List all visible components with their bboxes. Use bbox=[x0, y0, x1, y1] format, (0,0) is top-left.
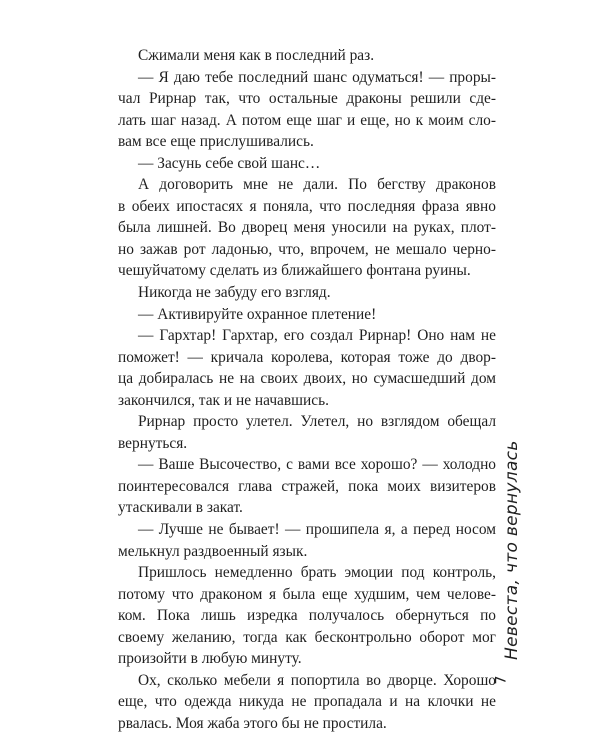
text-line: Ох, сколько мебели я попортила во дворце. Хорошо bbox=[138, 671, 496, 689]
text-line: своему желанию, тогда как бесконтрольно оборот мог bbox=[118, 628, 496, 646]
text-line: — Засунь себе свой шанс… bbox=[138, 154, 321, 172]
text-line: — Лучше не бывает! — прошипела я, а перед носом bbox=[138, 521, 496, 539]
text-line: Никогда не забуду его взгляд. bbox=[138, 284, 331, 302]
text-line: еще, что одежда никуда не пропадала и на клочки не bbox=[118, 693, 496, 711]
text-line: закончился, так и не начавшись. bbox=[118, 391, 329, 409]
text-line: чал Рирнар так, что остальные драконы решили сде- bbox=[118, 90, 496, 108]
text-line: произойти в любую минуту. bbox=[118, 650, 302, 668]
text-line: вам все еще прислушивались. bbox=[118, 133, 314, 151]
text-line: ком. Пока лишь изредка получалось обернуться по bbox=[118, 607, 496, 625]
text-line: — Активируйте охранное плетение! bbox=[138, 305, 377, 323]
text-line: — Я даю тебе последний шанс одуматься! — проры- bbox=[138, 68, 496, 86]
text-line: ца добиралась не на своих двоих, но сумасшедший дом bbox=[118, 370, 496, 388]
text-line: Сжимали меня как в последний раз. bbox=[138, 47, 375, 64]
text-line: — Ваше Высочество, с вами все хорошо? — холодно bbox=[138, 456, 496, 474]
text-line: рвалась. Моя жаба этого бы не простила. bbox=[118, 714, 387, 732]
text-line: вернуться. bbox=[118, 434, 188, 452]
text-line: Рирнар просто улетел. Улетел, но взглядом обещал bbox=[138, 413, 496, 431]
body-text bbox=[118, 45, 496, 735]
page-number: 7 bbox=[493, 675, 510, 685]
text-line: поинтересовался глава стражей, пока моих визитеров bbox=[118, 477, 496, 495]
text-line: потому что драконом я была еще худшим, чем челове- bbox=[118, 585, 496, 603]
text-line: А договорить мне не дали. По бегству драконов bbox=[138, 176, 496, 194]
text-line: была лишней. Во дворец меня уносили на руках, плот- bbox=[118, 219, 496, 237]
text-line: лать шаг назад. А потом еще шаг и еще, но к моим сло- bbox=[118, 111, 496, 129]
running-title-text: Невеста, что вернулась bbox=[502, 440, 522, 660]
text-line: утаскивали в закат. bbox=[118, 499, 243, 517]
text-line: мелькнул раздвоенный язык. bbox=[118, 542, 308, 560]
text-line: но зажав рот ладонью, что, впрочем, не мешало черно- bbox=[118, 240, 496, 258]
text-line: Пришлось немедленно брать эмоции под контроль, bbox=[138, 564, 496, 582]
text-line: — Гархтар! Гархтар, его создал Рирнар! Оно нам не bbox=[138, 327, 496, 345]
text-line: в обеих ипостасях я поняла, что последняя фраза явно bbox=[118, 197, 496, 215]
text-line: поможет! — кричала королева, которая тоже до двор- bbox=[118, 348, 496, 366]
running-title bbox=[497, 440, 531, 690]
text-line: чешуйчатому сделать из ближайшего фонтана руины. bbox=[118, 262, 471, 280]
